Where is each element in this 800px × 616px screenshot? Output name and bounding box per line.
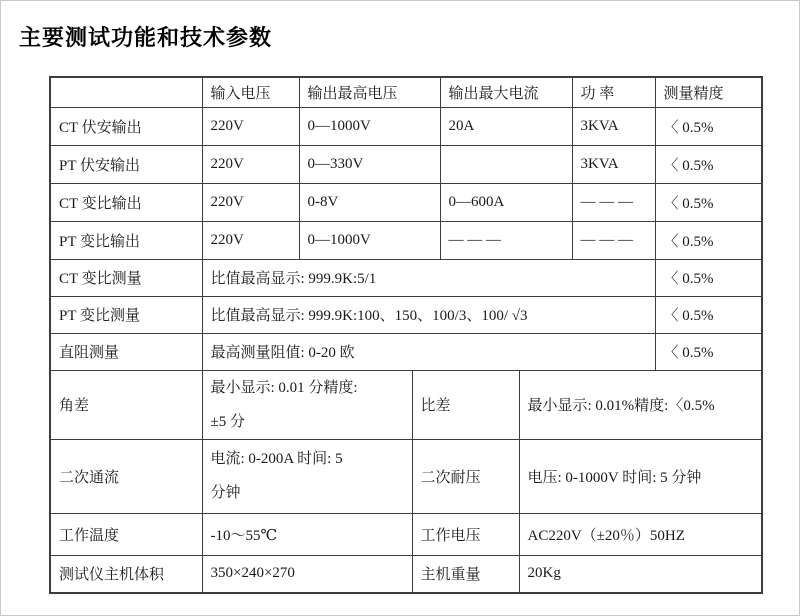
right-label: 主机重量 (412, 555, 519, 593)
spec-table (49, 76, 763, 594)
row-label: 直阻测量 (50, 333, 202, 370)
row-label: PT 变比测量 (50, 296, 202, 333)
right-value: 20Kg (519, 555, 762, 593)
input-voltage-value: 220V (202, 221, 299, 259)
value-line: 电流: 0-200A 时间: 5 (210, 451, 343, 467)
header-accuracy: 测量精度 (655, 77, 762, 107)
detail-value: 比值最高显示: 999.9K:100、150、100/3、100/ √3 (202, 296, 655, 333)
row-label: 二次通流 (50, 439, 202, 513)
row-label: 工作温度 (50, 513, 202, 555)
accuracy-value: 〈 0.5% (655, 145, 762, 183)
table-row-angle-error (50, 370, 762, 439)
value-line: 分钟 (210, 485, 241, 501)
row-label: 测试仪主机体积 (50, 555, 202, 593)
table-row-pt-ratio-measure (50, 296, 762, 333)
row-label: PT 伏安输出 (50, 145, 202, 183)
power-value: 3KVA (572, 107, 655, 145)
table-row-dc-resistance-measure (50, 333, 762, 370)
detail-value: 最高测量阻值: 0-20 欧 (202, 333, 655, 370)
accuracy-value: 〈 0.5% (655, 221, 762, 259)
header-max-output-voltage: 输出最高电压 (299, 77, 440, 107)
power-value: — — — (572, 183, 655, 221)
table-row-main-unit-size (50, 555, 762, 593)
table-row-secondary-current (50, 439, 762, 513)
page-title: 主要测试功能和技术参数 (19, 25, 273, 50)
left-value (202, 370, 412, 439)
input-voltage-value: 220V (202, 145, 299, 183)
row-label: CT 伏安输出 (50, 107, 202, 145)
table-row-ct-va-output (50, 107, 762, 145)
detail-value: 比值最高显示: 999.9K:5/1 (202, 259, 655, 296)
table-row-ct-ratio-output (50, 183, 762, 221)
header-empty-cell (50, 77, 202, 107)
max-output-voltage-value: 0—1000V (299, 107, 440, 145)
power-value: — — — (572, 221, 655, 259)
left-value: 350×240×270 (202, 555, 412, 593)
row-label: PT 变比输出 (50, 221, 202, 259)
header-input-voltage: 输入电压 (202, 77, 299, 107)
right-label: 二次耐压 (412, 439, 519, 513)
table-row-ct-ratio-measure (50, 259, 762, 296)
max-output-current-value (440, 145, 572, 183)
input-voltage-value: 220V (202, 107, 299, 145)
table-row-pt-ratio-output (50, 221, 762, 259)
row-label: 角差 (50, 370, 202, 439)
accuracy-value: 〈 0.5% (655, 107, 762, 145)
table-header-row (50, 77, 762, 107)
accuracy-value: 〈 0.5% (655, 296, 762, 333)
header-power: 功 率 (572, 77, 655, 107)
value-line: ±5 分 (210, 413, 245, 430)
right-label: 比差 (412, 370, 519, 439)
input-voltage-value: 220V (202, 183, 299, 221)
max-output-voltage-value: 0-8V (299, 183, 440, 221)
header-max-output-current: 输出最大电流 (440, 77, 572, 107)
accuracy-value: 〈 0.5% (655, 183, 762, 221)
right-label: 工作电压 (412, 513, 519, 555)
right-value: 最小显示: 0.01%精度:〈0.5% (519, 370, 762, 439)
max-output-current-value: 20A (440, 107, 572, 145)
row-label: CT 变比测量 (50, 259, 202, 296)
right-value: 电压: 0-1000V 时间: 5 分钟 (519, 439, 762, 513)
max-output-current-value: — — — (440, 221, 572, 259)
max-output-current-value: 0—600A (440, 183, 572, 221)
left-value: -10～55℃ (202, 513, 412, 555)
power-value: 3KVA (572, 145, 655, 183)
table-row-pt-va-output (50, 145, 762, 183)
left-value (202, 439, 412, 513)
table-row-working-temperature (50, 513, 762, 555)
max-output-voltage-value: 0—1000V (299, 221, 440, 259)
right-value: AC220V（±20％）50HZ (519, 513, 762, 555)
accuracy-value: 〈 0.5% (655, 333, 762, 370)
row-label: CT 变比输出 (50, 183, 202, 221)
value-line: 最小显示: 0.01 分精度: (210, 379, 358, 396)
max-output-voltage-value: 0—330V (299, 145, 440, 183)
accuracy-value: 〈 0.5% (655, 259, 762, 296)
